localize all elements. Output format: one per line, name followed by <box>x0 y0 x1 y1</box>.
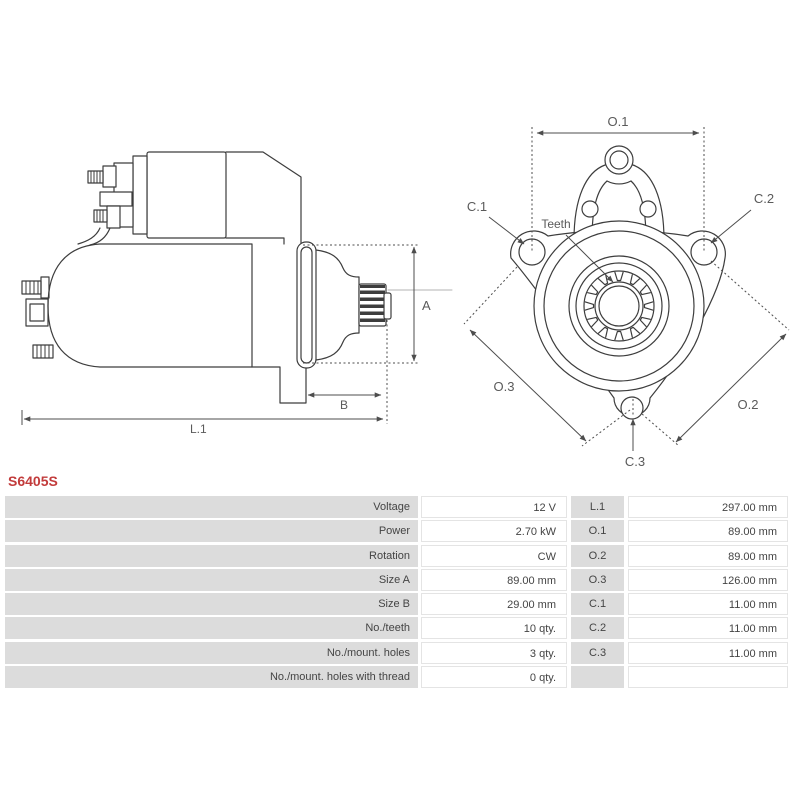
nose-cone <box>316 250 359 360</box>
spec-value: CW <box>421 545 567 567</box>
dim-code <box>571 666 624 688</box>
spec-value: 10 qty. <box>421 617 567 639</box>
solenoid-wire <box>78 228 110 245</box>
spec-value: 89.00 mm <box>421 569 567 591</box>
pinion-gear <box>359 284 391 326</box>
dim-label-o3: O.3 <box>493 379 515 394</box>
spec-label: Power <box>5 520 418 542</box>
mount-hole-bottom <box>621 397 643 419</box>
dim-label-b: B <box>340 398 349 412</box>
spec-label: No./teeth <box>5 617 418 639</box>
dim-value: 126.00 mm <box>628 569 788 591</box>
spec-row <box>5 520 800 542</box>
spec-label: No./mount. holes with thread <box>5 666 418 688</box>
spec-row <box>5 642 800 664</box>
solenoid <box>78 152 226 245</box>
arch-right-hole <box>640 201 656 217</box>
spec-label: Size B <box>5 593 418 615</box>
center-boss <box>534 221 704 391</box>
dim-value: 11.00 mm <box>628 642 788 664</box>
dim-label-o1: O.1 <box>607 114 629 129</box>
dim-code: O.2 <box>571 545 624 567</box>
spec-value: 3 qty. <box>421 642 567 664</box>
dim-value: 11.00 mm <box>628 593 788 615</box>
spec-row <box>5 593 800 615</box>
dim-value <box>628 666 788 688</box>
dim-label-c2: C.2 <box>753 191 775 206</box>
spec-row <box>5 545 800 567</box>
dim-label-l1: L.1 <box>190 422 207 436</box>
spec-label: Voltage <box>5 496 418 518</box>
dim-line-c2 <box>711 210 751 243</box>
dim-label-teeth: Teeth <box>541 217 571 231</box>
drive-flange <box>297 242 316 368</box>
spec-value: 12 V <box>421 496 567 518</box>
arch-top-hole <box>610 151 628 169</box>
spec-row <box>5 496 800 518</box>
spec-value: 0 qty. <box>421 666 567 688</box>
dim-value: 89.00 mm <box>628 545 788 567</box>
arch-left-hole <box>582 201 598 217</box>
dim-label-c3: C.3 <box>624 454 646 469</box>
motor-body <box>48 244 252 367</box>
part-number: S6405S <box>8 473 58 489</box>
body-studs <box>22 277 53 358</box>
front-view-drawing <box>511 146 726 419</box>
dim-value: 11.00 mm <box>628 617 788 639</box>
dim-code: C.1 <box>571 593 624 615</box>
spec-row <box>5 617 800 639</box>
spec-value: 2.70 kW <box>421 520 567 542</box>
dim-code: O.3 <box>571 569 624 591</box>
dim-code: O.1 <box>571 520 624 542</box>
dim-code: C.2 <box>571 617 624 639</box>
dim-value: 89.00 mm <box>628 520 788 542</box>
dim-line-c1 <box>489 217 524 244</box>
spec-label: Size A <box>5 569 418 591</box>
spec-value: 29.00 mm <box>421 593 567 615</box>
spec-label: No./mount. holes <box>5 642 418 664</box>
dim-label-c1: C.1 <box>466 199 488 214</box>
dim-line-o2 <box>676 334 786 442</box>
mount-hole-right <box>691 239 717 265</box>
spec-table <box>5 496 800 688</box>
spec-label: Rotation <box>5 545 418 567</box>
dim-value: 297.00 mm <box>628 496 788 518</box>
dim-label-o2: O.2 <box>737 397 759 412</box>
dim-code: C.3 <box>571 642 624 664</box>
dim-code: L.1 <box>571 496 624 518</box>
spec-row <box>5 666 800 688</box>
dim-label-a: A <box>422 298 431 313</box>
spec-row <box>5 569 800 591</box>
